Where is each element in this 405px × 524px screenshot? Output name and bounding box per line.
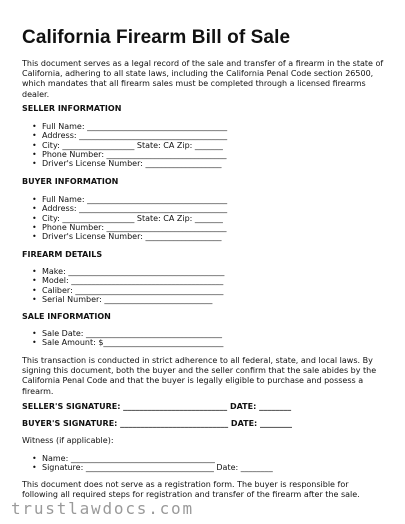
document-title: California Firearm Bill of Sale (22, 27, 291, 48)
witness-signature-field[interactable]: • Signature: ________________________________ Date: ________ (22, 463, 273, 472)
watermark-text: trustlawdocs.com (11, 499, 194, 518)
seller-fields (22, 122, 227, 168)
firearm-serial-field[interactable]: • Serial Number: ___________________________ (22, 295, 224, 304)
firearm-heading: FIREARM DETAILS (22, 250, 103, 259)
seller-signature-line[interactable]: SELLER'S SIGNATURE: __________________________ DATE: ________ (22, 402, 292, 411)
footer-paragraph: This document does not serve as a registration form. The buyer is responsible for following all required steps for registration and transfer of the firearm after the sale. (22, 480, 360, 500)
seller-full-name-field[interactable]: • Full Name: ___________________________________ (22, 122, 227, 131)
seller-heading: SELLER INFORMATION (22, 104, 122, 113)
seller-address-field[interactable]: • Address: _____________________________________ (22, 131, 227, 140)
seller-license-field[interactable]: • Driver's License Number: ___________________ (22, 159, 227, 168)
sale-amount-field[interactable]: • Sale Amount: $______________________________ (22, 338, 223, 347)
witness-label: Witness (if applicable): (22, 436, 114, 445)
buyer-address-field[interactable]: • Address: _____________________________________ (22, 204, 227, 213)
intro-paragraph: This document serves as a legal record of the sale and transfer of a firearm in the state of California, adhering to all state laws, including the California Penal Code section 26500, which mandates that all firearm sales must be completed through a licensed firearms dealer. (22, 59, 384, 99)
buyer-license-field[interactable]: • Driver's License Number: ___________________ (22, 232, 227, 241)
buyer-signature-line[interactable]: BUYER'S SIGNATURE: ___________________________ DATE: ________ (22, 419, 293, 428)
witness-name-field[interactable]: • Name: ____________________________________ (22, 454, 273, 463)
sale-fields (22, 329, 223, 348)
firearm-make-field[interactable]: • Make: _______________________________________ (22, 267, 224, 276)
firearm-model-field[interactable]: • Model: ______________________________________ (22, 276, 224, 285)
firearm-fields (22, 267, 224, 304)
buyer-fields (22, 195, 227, 241)
witness-fields (22, 454, 273, 473)
buyer-phone-field[interactable]: • Phone Number: ______________________________ (22, 223, 227, 232)
firearm-caliber-field[interactable]: • Caliber: _____________________________________ (22, 286, 224, 295)
seller-phone-field[interactable]: • Phone Number: ______________________________ (22, 150, 227, 159)
sale-heading: SALE INFORMATION (22, 312, 111, 321)
buyer-city-field[interactable]: • City: __________________ State: CA Zip: _______ (22, 214, 227, 223)
sale-date-field[interactable]: • Sale Date: __________________________________ (22, 329, 223, 338)
compliance-paragraph: This transaction is conducted in strict adherence to all federal, state, and local laws. By signing this document, both the buyer and the seller confirm that the sale abides by the California Penal Code and that the buyer is legally eligible to purchase and possess a firearm. (22, 356, 377, 396)
buyer-heading: BUYER INFORMATION (22, 177, 119, 186)
buyer-full-name-field[interactable]: • Full Name: ___________________________________ (22, 195, 227, 204)
seller-city-field[interactable]: • City: __________________ State: CA Zip: _______ (22, 141, 227, 150)
